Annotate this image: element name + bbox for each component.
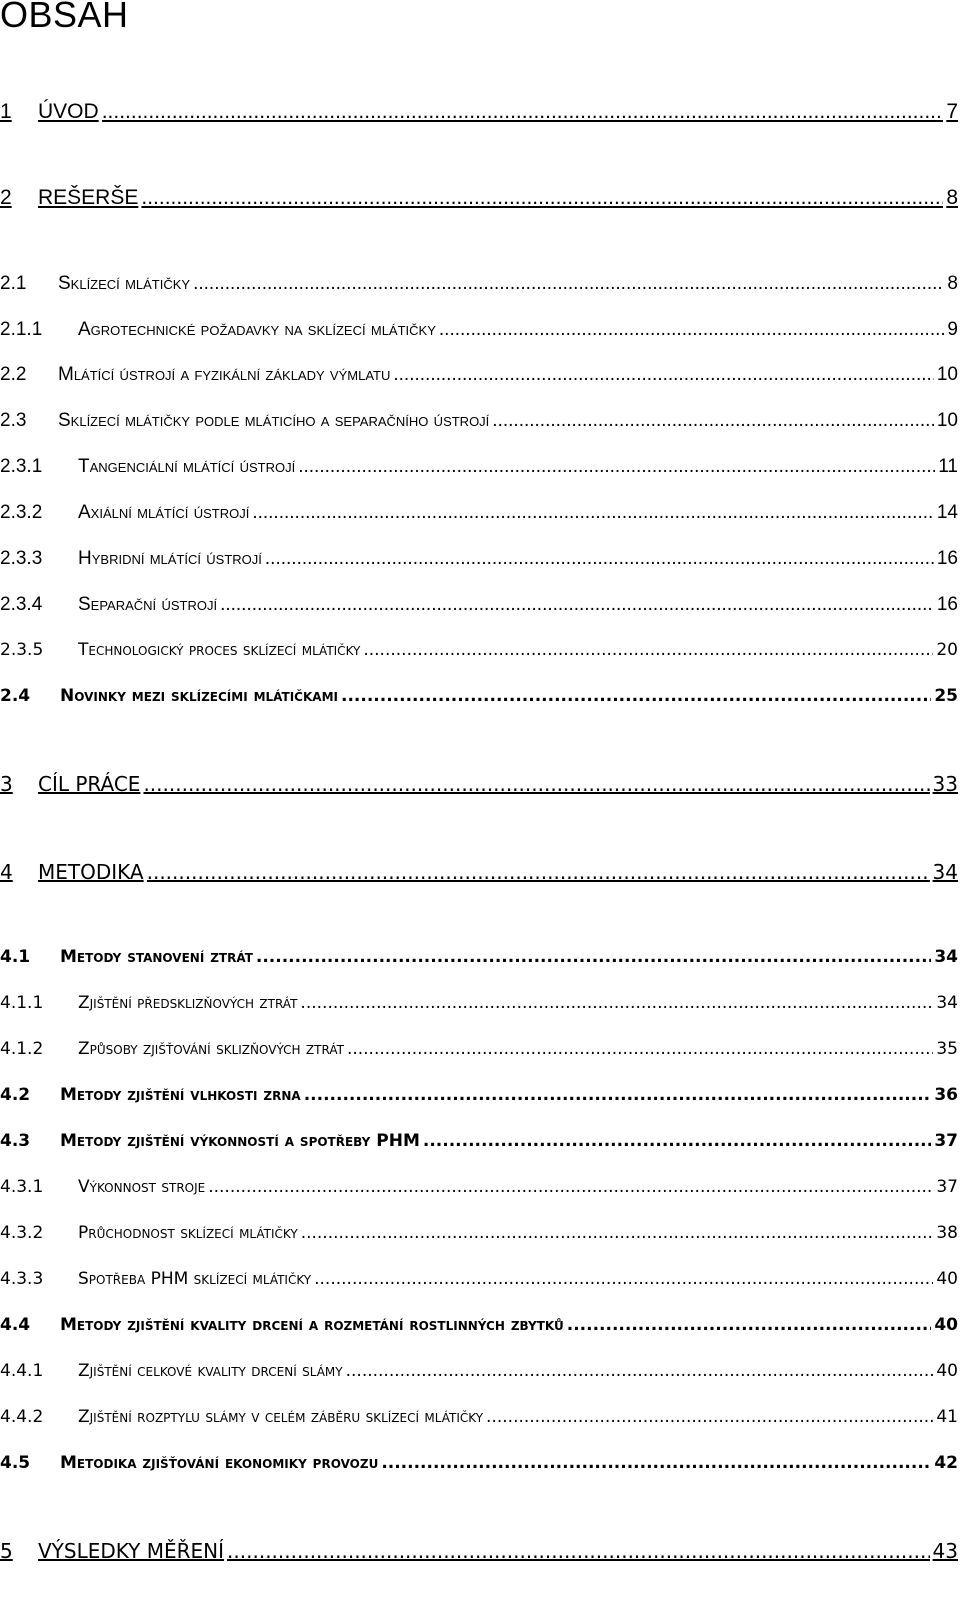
dot-leader xyxy=(227,1539,930,1563)
toc-entry-4-4-2[interactable] xyxy=(0,1407,958,1437)
toc-page-number: 40 xyxy=(936,1269,958,1289)
toc-entry-4-1-1[interactable] xyxy=(0,993,958,1023)
toc-entry-4-3-3[interactable] xyxy=(0,1269,958,1299)
dot-leader xyxy=(265,548,934,570)
dot-leader xyxy=(567,1315,932,1335)
toc-title: METODIKA xyxy=(38,860,144,884)
toc-page-number: 16 xyxy=(936,594,958,615)
toc-entry-metodika[interactable] xyxy=(0,860,958,890)
toc-entry-4-3-1[interactable] xyxy=(0,1177,958,1207)
toc-page-number: 40 xyxy=(936,1361,958,1381)
dot-leader xyxy=(363,640,933,660)
toc-page-number: 38 xyxy=(936,1223,958,1243)
toc-title: Separační ústrojí xyxy=(78,594,218,615)
toc-title: Průchodnost sklízecí mlátičky xyxy=(78,1223,298,1243)
toc-page-number: 37 xyxy=(936,1177,958,1197)
toc-page-number: 42 xyxy=(934,1453,958,1473)
dot-leader xyxy=(208,1177,933,1197)
toc-entry-4-4[interactable] xyxy=(0,1315,958,1345)
toc-page-number: 20 xyxy=(936,640,958,660)
toc-number: 4.3.1 xyxy=(0,1177,44,1197)
toc-entry-4-3[interactable] xyxy=(0,1131,958,1161)
toc-title: Metody stanovení ztrát xyxy=(60,947,253,967)
toc-title: VÝSLEDKY MĚŘENÍ xyxy=(38,1539,225,1563)
toc-title: CÍL PRÁCE xyxy=(38,772,141,796)
toc-title: Technologický proces sklízecí mlátičky xyxy=(78,640,361,660)
toc-page-number: 35 xyxy=(936,1039,958,1059)
toc-entry-4-2[interactable] xyxy=(0,1085,958,1115)
toc-number: 2.3 xyxy=(0,410,27,431)
toc-page-number: 10 xyxy=(936,410,958,431)
toc-title: Výkonnost stroje xyxy=(78,1177,206,1197)
toc-page-number: 41 xyxy=(936,1407,958,1427)
dot-leader xyxy=(298,456,935,478)
toc-entry-vysledky-mereni[interactable] xyxy=(0,1539,958,1569)
toc-page-number: 40 xyxy=(934,1315,958,1335)
dot-leader xyxy=(147,860,930,884)
toc-entry-2-3-4[interactable] xyxy=(0,594,958,624)
dot-leader xyxy=(220,594,934,616)
toc-number: 3 xyxy=(0,772,13,796)
toc-number: 1 xyxy=(0,100,12,123)
toc-title: Sklízecí mlátičky xyxy=(58,273,191,294)
toc-number: 2.1 xyxy=(0,273,27,294)
toc-page-number: 8 xyxy=(946,186,958,209)
toc-number: 4.4.1 xyxy=(0,1361,44,1381)
toc-number: 4.4 xyxy=(0,1315,31,1335)
toc-entry-2-3[interactable] xyxy=(0,410,958,440)
toc-title: Zjištění rozptylu slámy v celém záběru sklízecí mlátičky xyxy=(78,1407,484,1427)
toc-number: 4.3.2 xyxy=(0,1223,44,1243)
toc-number: 2.4 xyxy=(0,686,31,706)
toc-title: Sklízecí mlátičky podle mláticího a separačního ústrojí xyxy=(58,410,490,431)
toc-number: 2.3.2 xyxy=(0,502,43,523)
toc-title: Mlátící ústrojí a fyzikální základy výmlatu xyxy=(58,364,391,385)
toc-number: 4.3.3 xyxy=(0,1269,44,1289)
toc-number: 2.2 xyxy=(0,364,27,385)
dot-leader xyxy=(381,1453,931,1473)
toc-entry-4-3-2[interactable] xyxy=(0,1223,958,1253)
toc-page-number: 36 xyxy=(934,1085,958,1105)
toc-number: 5 xyxy=(0,1539,13,1563)
toc-entry-2-1[interactable] xyxy=(0,273,958,303)
toc-number: 4.2 xyxy=(0,1085,31,1105)
dot-leader xyxy=(314,1269,933,1289)
toc-number: 4 xyxy=(0,860,13,884)
toc-number: 2 xyxy=(0,186,12,209)
toc-page-number: 16 xyxy=(936,548,958,569)
toc-page-number: 7 xyxy=(946,100,958,123)
dot-leader xyxy=(102,100,944,124)
toc-title: Axiální mlátící ústrojí xyxy=(78,502,250,523)
dot-leader xyxy=(304,1085,932,1105)
toc-entry-2-4[interactable] xyxy=(0,686,958,716)
toc-page-number: 25 xyxy=(934,686,958,706)
toc-page-number: 10 xyxy=(936,364,958,385)
dot-leader xyxy=(347,1039,933,1059)
toc-page-number: 37 xyxy=(934,1131,958,1151)
toc-title: REŠERŠE xyxy=(38,186,139,209)
toc-page-number: 11 xyxy=(938,456,958,477)
dot-leader xyxy=(300,993,933,1013)
toc-number: 4.1.2 xyxy=(0,1039,44,1059)
toc-number: 4.5 xyxy=(0,1453,31,1473)
toc-title: Metody zjištění vlhkosti zrna xyxy=(60,1085,301,1105)
toc-page-number: 8 xyxy=(947,273,958,294)
toc-page-number: 34 xyxy=(936,993,958,1013)
toc-number: 2.3.4 xyxy=(0,594,43,615)
toc-page-number: 34 xyxy=(934,947,958,967)
toc-title: Metody zjištění kvality drcení a rozmetání rostlinných zbytků xyxy=(60,1315,564,1335)
toc-entry-2-1-1[interactable] xyxy=(0,319,958,349)
toc-entry-cil-prace[interactable] xyxy=(0,772,958,802)
toc-title: Zjištění celkové kvality drcení slámy xyxy=(78,1361,343,1381)
toc-entry-2-3-5[interactable] xyxy=(0,640,958,670)
toc-title: Hybridní mlátící ústrojí xyxy=(78,548,262,569)
toc-title: Novinky mezi sklízecími mlátičkami xyxy=(60,686,338,706)
toc-title: Způsoby zjišťování sklizňových ztrát xyxy=(78,1039,344,1059)
dot-leader xyxy=(393,364,933,386)
toc-entry-2-3-1[interactable] xyxy=(0,456,958,486)
dot-leader xyxy=(143,772,929,796)
toc-page-number: 9 xyxy=(947,319,958,340)
toc-entry-4-5[interactable] xyxy=(0,1453,958,1483)
toc-entry-uvod[interactable] xyxy=(0,100,958,130)
toc-number: 2.3.3 xyxy=(0,548,43,569)
toc-page-number: 33 xyxy=(932,772,958,796)
dot-leader xyxy=(439,319,945,341)
toc-number: 4.1.1 xyxy=(0,993,44,1013)
toc-number: 2.3.1 xyxy=(0,456,43,477)
dot-leader xyxy=(341,686,931,706)
toc-title: Spotřeba PHM sklízecí mlátičky xyxy=(78,1269,312,1289)
toc-entry-2-3-3[interactable] xyxy=(0,548,958,578)
dot-leader xyxy=(486,1407,933,1427)
toc-page-number: 14 xyxy=(936,502,958,523)
toc-title: Metody zjištění výkonností a spotřeby PHM xyxy=(60,1131,420,1151)
toc-entry-4-1[interactable] xyxy=(0,947,958,977)
page-title: OBSAH xyxy=(0,0,129,35)
toc-title: Zjištění předsklizňových ztrát xyxy=(78,993,298,1013)
toc-title: ÚVOD xyxy=(38,100,99,123)
dot-leader xyxy=(492,410,934,432)
dot-leader xyxy=(346,1361,934,1381)
dot-leader xyxy=(256,947,931,967)
toc-page-number: 34 xyxy=(932,860,958,884)
toc-entry-2-3-2[interactable] xyxy=(0,502,958,532)
dot-leader xyxy=(193,273,944,295)
toc-entry-4-4-1[interactable] xyxy=(0,1361,958,1391)
toc-title: Metodika zjišťování ekonomiky provozu xyxy=(60,1453,379,1473)
toc-entry-reserse[interactable] xyxy=(0,186,958,216)
dot-leader xyxy=(141,186,943,210)
toc-page-number: 43 xyxy=(932,1539,958,1563)
toc-number: 4.4.2 xyxy=(0,1407,44,1427)
toc-entry-4-1-2[interactable] xyxy=(0,1039,958,1069)
toc-title: Tangenciální mlátící ústrojí xyxy=(78,456,296,477)
toc-number: 4.3 xyxy=(0,1131,31,1151)
dot-leader xyxy=(252,502,934,524)
toc-number: 2.3.5 xyxy=(0,640,44,660)
toc-number: 2.1.1 xyxy=(0,319,43,340)
dot-leader xyxy=(423,1131,931,1151)
dot-leader xyxy=(301,1223,934,1243)
toc-entry-2-2[interactable] xyxy=(0,364,958,394)
toc-number: 4.1 xyxy=(0,947,31,967)
toc-title: Agrotechnické požadavky na sklízecí mlátičky xyxy=(78,319,436,340)
